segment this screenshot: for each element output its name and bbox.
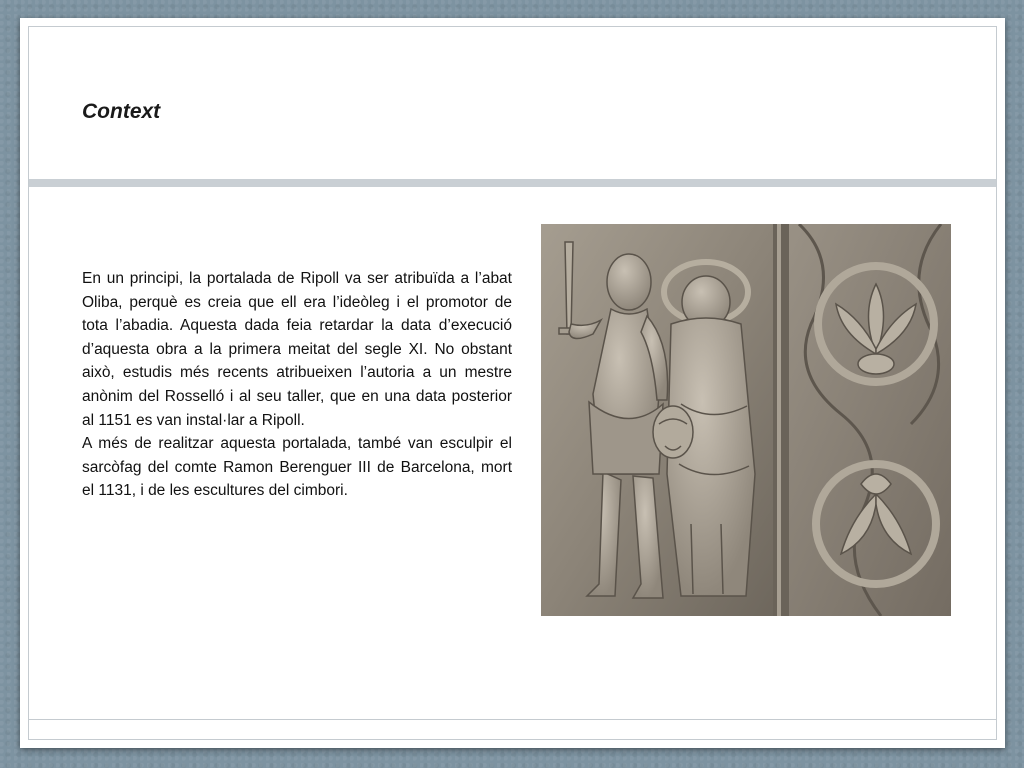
title-band <box>29 27 996 179</box>
title-divider <box>29 179 996 187</box>
body-text <box>82 267 512 503</box>
severed-head <box>653 406 693 458</box>
paragraph-1: En un principi, la portalada de Ripoll va ser atribuïda a l’abat Oliba, perquè es creia que ell era l’ideòleg i el promotor de tota l’abadia. Aquesta dada feia retardar la data d’execució d’aquesta obra a la primera meitat del segle XI. No obstant això, estudis més recents atribueixen l’autoria a un mestre anònim del Rosselló i al seu taller, que en una data posterior al 1151 es van instal·lar a Ripoll. <box>82 270 512 429</box>
footer-divider <box>29 719 996 720</box>
stone-relief-photo <box>541 224 951 616</box>
relief-illustration <box>541 224 951 616</box>
slide-title: Context <box>82 100 161 123</box>
paragraph-2: A més de realitzar aquesta portalada, també van esculpir el sarcòfag del comte Ramon Berenguer III de Barcelona, mort el 1131, i de les escultures del cimbori. <box>82 435 512 500</box>
slide <box>20 18 1005 748</box>
